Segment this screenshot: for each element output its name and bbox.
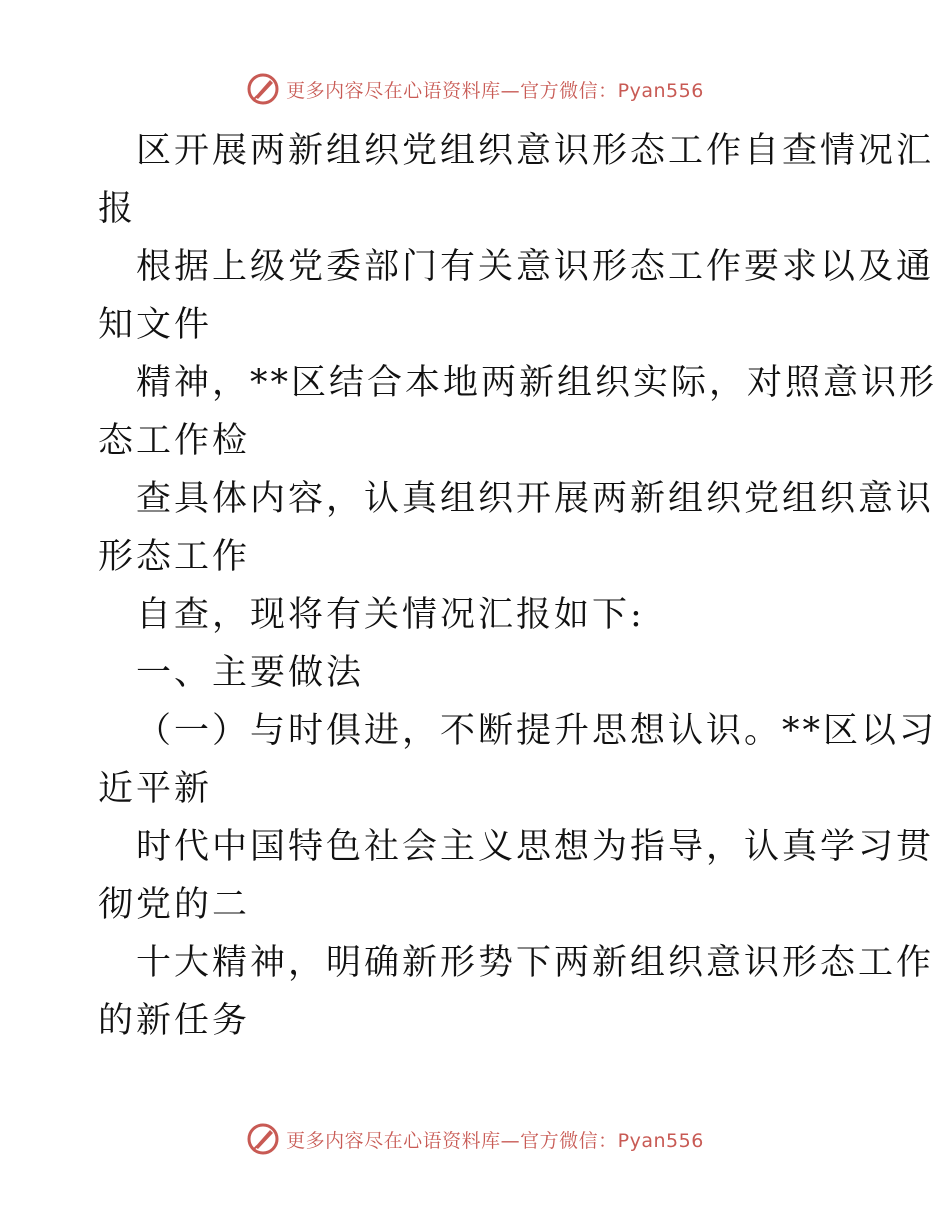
doc-line: 精神，**区结合本地两新组织实际，对照意识形 [136,363,938,403]
document-body [98,122,938,1050]
doc-line: （一）与时俱进，不断提升思想认识。**区以习 [136,711,938,751]
doc-line: 的新任务 [98,1001,251,1041]
header-watermark [0,72,950,106]
header-watermark-text: 更多内容尽在心语资料库—官方微信：Pyan556 [286,79,704,102]
doc-line: 彻党的二 [98,885,251,925]
quill-logo-icon [246,1122,280,1156]
doc-line: 十大精神，明确新形势下两新组织意识形态工作 [136,943,935,983]
footer-watermark-text: 更多内容尽在心语资料库—官方微信：Pyan556 [286,1129,704,1152]
doc-line: 态工作检 [98,421,251,461]
doc-line: 知文件 [98,305,213,345]
doc-line: 时代中国特色社会主义思想为指导，认真学习贯 [136,827,935,867]
doc-line: 近平新 [98,769,213,809]
doc-line: 区开展两新组织党组织意识形态工作自查情况汇 [136,131,935,171]
doc-line: 根据上级党委部门有关意识形态工作要求以及通 [136,247,935,287]
quill-logo-icon [246,72,280,106]
doc-line: 形态工作 [98,537,251,577]
doc-line: 查具体内容，认真组织开展两新组织党组织意识 [136,479,935,519]
doc-line: 报 [98,189,137,229]
doc-line: 自查，现将有关情况汇报如下: [136,595,645,635]
footer-watermark [0,1122,950,1156]
doc-line: 一、主要做法 [136,653,365,693]
